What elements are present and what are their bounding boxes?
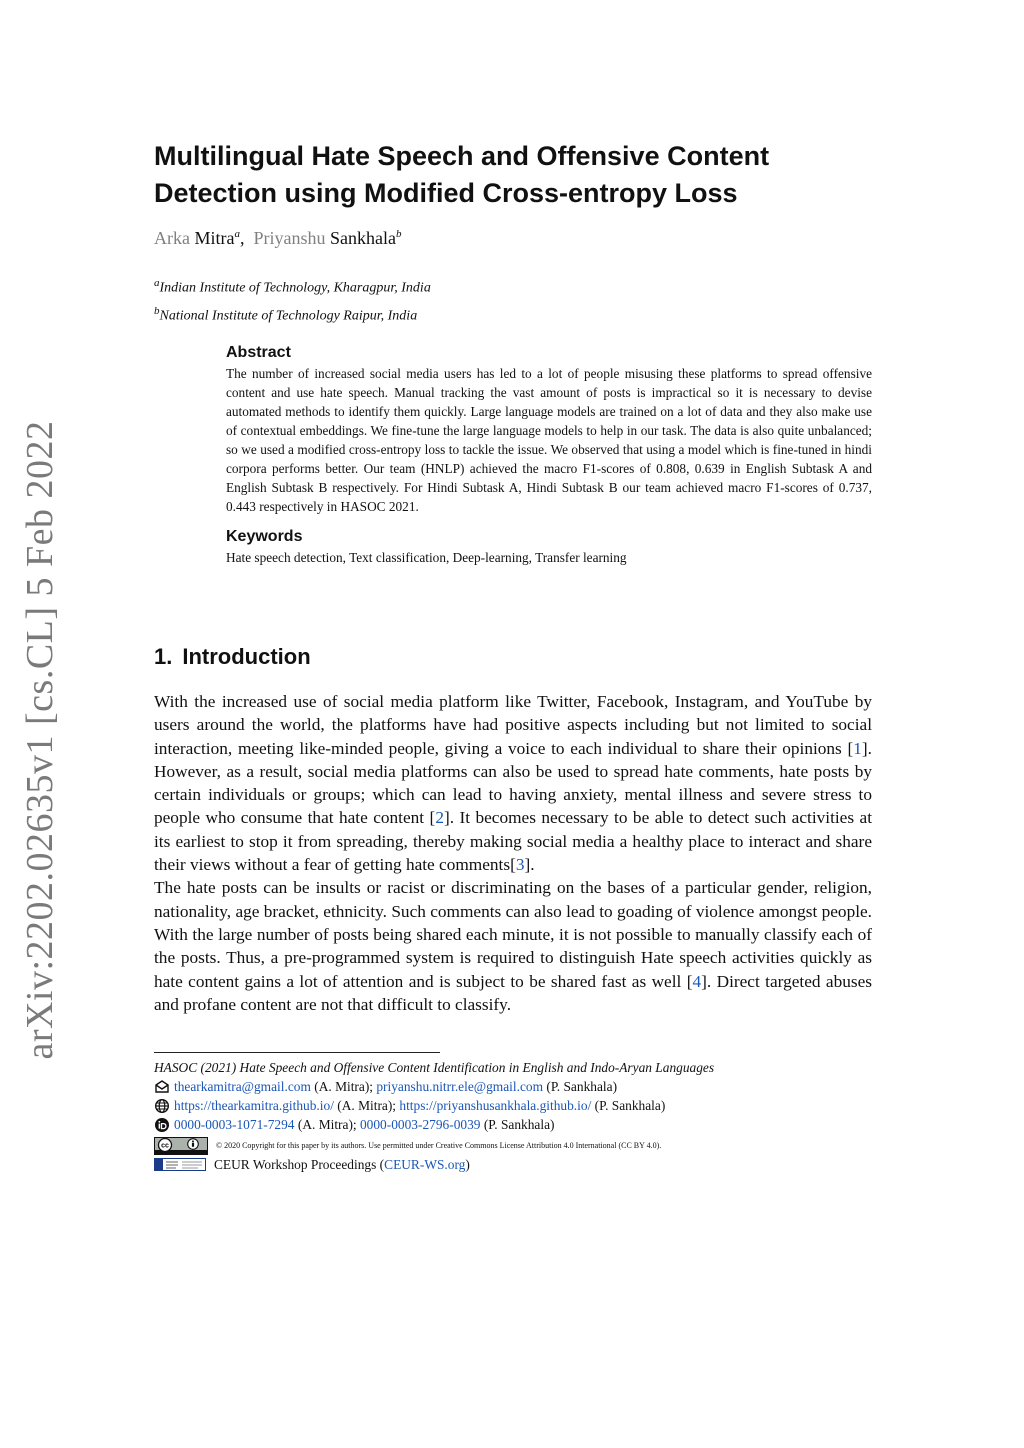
footnote-divider	[154, 1052, 440, 1053]
keywords-section	[226, 528, 872, 567]
section-title: Introduction	[182, 644, 311, 669]
venue-footnote: HASOC (2021) Hate Speech and Offensive Content Identification in English and Indo-Aryan Languages	[154, 1060, 715, 1075]
citation-link-1[interactable]: 1	[853, 738, 862, 758]
author-2-given-name: Priyanshu	[253, 228, 326, 248]
affiliation-2-mark: b	[154, 304, 160, 317]
affiliation-1	[154, 272, 431, 300]
author-1[interactable]	[154, 228, 240, 248]
copyright-notice: © 2020 Copyright for this paper by its authors. Use permitted under Creative Commons License Attribution 4.0 International (CC BY 4.0).	[216, 1141, 662, 1150]
introduction-paragraph-1	[154, 690, 872, 876]
text-run: )	[465, 1157, 470, 1172]
abstract-text: The number of increased social media users has led to a lot of people misusing these platforms to spread offensive content and use hate speech. Manual tracking the vast amount of posts is impractical so it is necessary to devise automated methods to identify them quickly. Large language models are trained on a lot of data and they also make use of contextual embeddings. We fine-tune the large language models to help in our task. The data is also quite unbalanced; so we used a modified cross-entropy loss to tackle the issue. We observed that using a model which is fine-tuned in hindi corpora performs better. Our team (HNLP) achieved the macro F1-scores of 0.808, 0.639 in English Subtask A and English Subtask B respectively. For Hindi Subtask A, Hindi Subtask B our team achieved macro F1-scores of 0.737, 0.443 respectively in HASOC 2021.	[226, 366, 872, 514]
author-1-affiliation-mark: a	[234, 228, 240, 240]
text-run: CEUR Workshop Proceedings (	[214, 1157, 385, 1172]
citation-link-4[interactable]: 4	[692, 971, 702, 991]
text-run: (P. Sankhala)	[591, 1098, 666, 1113]
introduction-paragraph-2	[154, 876, 872, 1016]
homepage-link-sankhala[interactable]: https://priyanshusankhala.github.io/	[399, 1098, 592, 1113]
cc-by-badge-icon	[154, 1137, 208, 1155]
introduction-heading	[154, 644, 321, 670]
ceur-ws-link[interactable]: CEUR-WS.org	[384, 1157, 466, 1172]
envelope-icon	[154, 1079, 170, 1095]
introduction-body	[154, 690, 872, 1016]
arxiv-identifier-stamp: arXiv:2202.02635v1 [cs.CL] 5 Feb 2022	[19, 420, 61, 1060]
author-1-given-name: Arka	[154, 228, 190, 248]
citation-link-2[interactable]: 2	[435, 808, 444, 828]
abstract-section	[226, 344, 872, 567]
text-run: The hate posts can be insults or racist or discriminating on the bases of a particular gender, religion, nationality, age bracket, ethnicity. Such comments can also lead to goading of violence amongst people. With the large number of posts being shared each minute, it is not possible to manually classify each of the posts. Thus, a pre-programmed system is required to distinguish Hate speech activities quickly as hate content gains a lot of attention and is subject to be shared fast as well [	[154, 878, 872, 991]
email-footnote	[154, 1077, 874, 1096]
text-run: (A. Mitra);	[310, 1079, 377, 1094]
affiliation-list	[154, 272, 431, 327]
abstract-heading: Abstract	[226, 344, 291, 361]
globe-icon	[154, 1098, 170, 1114]
text-run: ]. It becomes necessary to be able to detect such activities at its earliest to stop it from spreading, thereby making social media a healthy place to interact and share their views without a fear of getting hate comments[	[154, 808, 872, 875]
citation-link-3[interactable]: 3	[515, 855, 525, 875]
author-2-family-name: Sankhala	[329, 228, 396, 248]
author-2[interactable]	[253, 228, 401, 248]
text-run: (A. Mitra);	[294, 1117, 360, 1132]
keywords-text: Hate speech detection, Text classification, Deep-learning, Transfer learning	[226, 550, 627, 565]
text-run: ]. However, as a result, social media platforms can also be used to spread hate comments, hate posts by certain individuals or groups; which can lead to having anxiety, mental illness and severe stress to people who consume that hate content [	[154, 738, 872, 828]
orcid-link-mitra[interactable]: 0000-0003-1071-7294	[174, 1117, 295, 1132]
text-run: (P. Sankhala)	[480, 1117, 555, 1132]
affiliation-2-text: National Institute of Technology Raipur, India	[159, 308, 418, 324]
orcid-icon	[154, 1117, 170, 1133]
title-line-2: Detection using Modified Cross-entropy Loss	[154, 178, 738, 208]
title-line-1: Multilingual Hate Speech and Offensive Content	[154, 141, 770, 171]
text-run: (P. Sankhala)	[543, 1079, 618, 1094]
affiliation-1-text: Indian Institute of Technology, Kharagpur, India	[159, 280, 431, 296]
author-1-family-name: Mitra	[194, 228, 235, 248]
affiliation-1-mark: a	[154, 277, 160, 289]
section-number: 1.	[154, 644, 173, 669]
paper-title	[154, 138, 914, 212]
affiliation-2	[154, 300, 431, 328]
homepage-footnote	[154, 1096, 874, 1115]
orcid-footnote	[154, 1115, 874, 1134]
text-run: With the increased use of social media platform like Twitter, Facebook, Instagram, and YouTube by users around the world, the platforms have had positive aspects including but not limited to social interaction, meeting like-minded people, giving a voice to each individual to share their opinions [	[154, 692, 872, 758]
ceur-footnote	[154, 1155, 874, 1174]
email-link-sankhala[interactable]: priyanshu.nitrr.ele@gmail.com	[376, 1079, 544, 1094]
text-run: ].	[524, 855, 535, 875]
footnotes	[154, 1058, 874, 1174]
orcid-link-sankhala[interactable]: 0000-0003-2796-0039	[359, 1117, 481, 1132]
license-footnote	[154, 1136, 874, 1155]
author-2-affiliation-mark: b	[395, 228, 402, 240]
text-run: (A. Mitra);	[333, 1098, 400, 1113]
svg-text:cc: cc	[161, 1142, 169, 1150]
email-link-mitra[interactable]: thearkamitra@gmail.com	[174, 1079, 311, 1094]
keywords-heading: Keywords	[226, 528, 303, 545]
ceur-logo-icon	[154, 1158, 206, 1171]
homepage-link-mitra[interactable]: https://thearkamitra.github.io/	[174, 1098, 334, 1113]
author-list: Arka Mitra$^a$, Priyanshu Sankhala$^b$	[154, 228, 402, 248]
text-run: ]. Direct targeted abuses and profane content are not that difficult to classify.	[154, 971, 872, 1014]
